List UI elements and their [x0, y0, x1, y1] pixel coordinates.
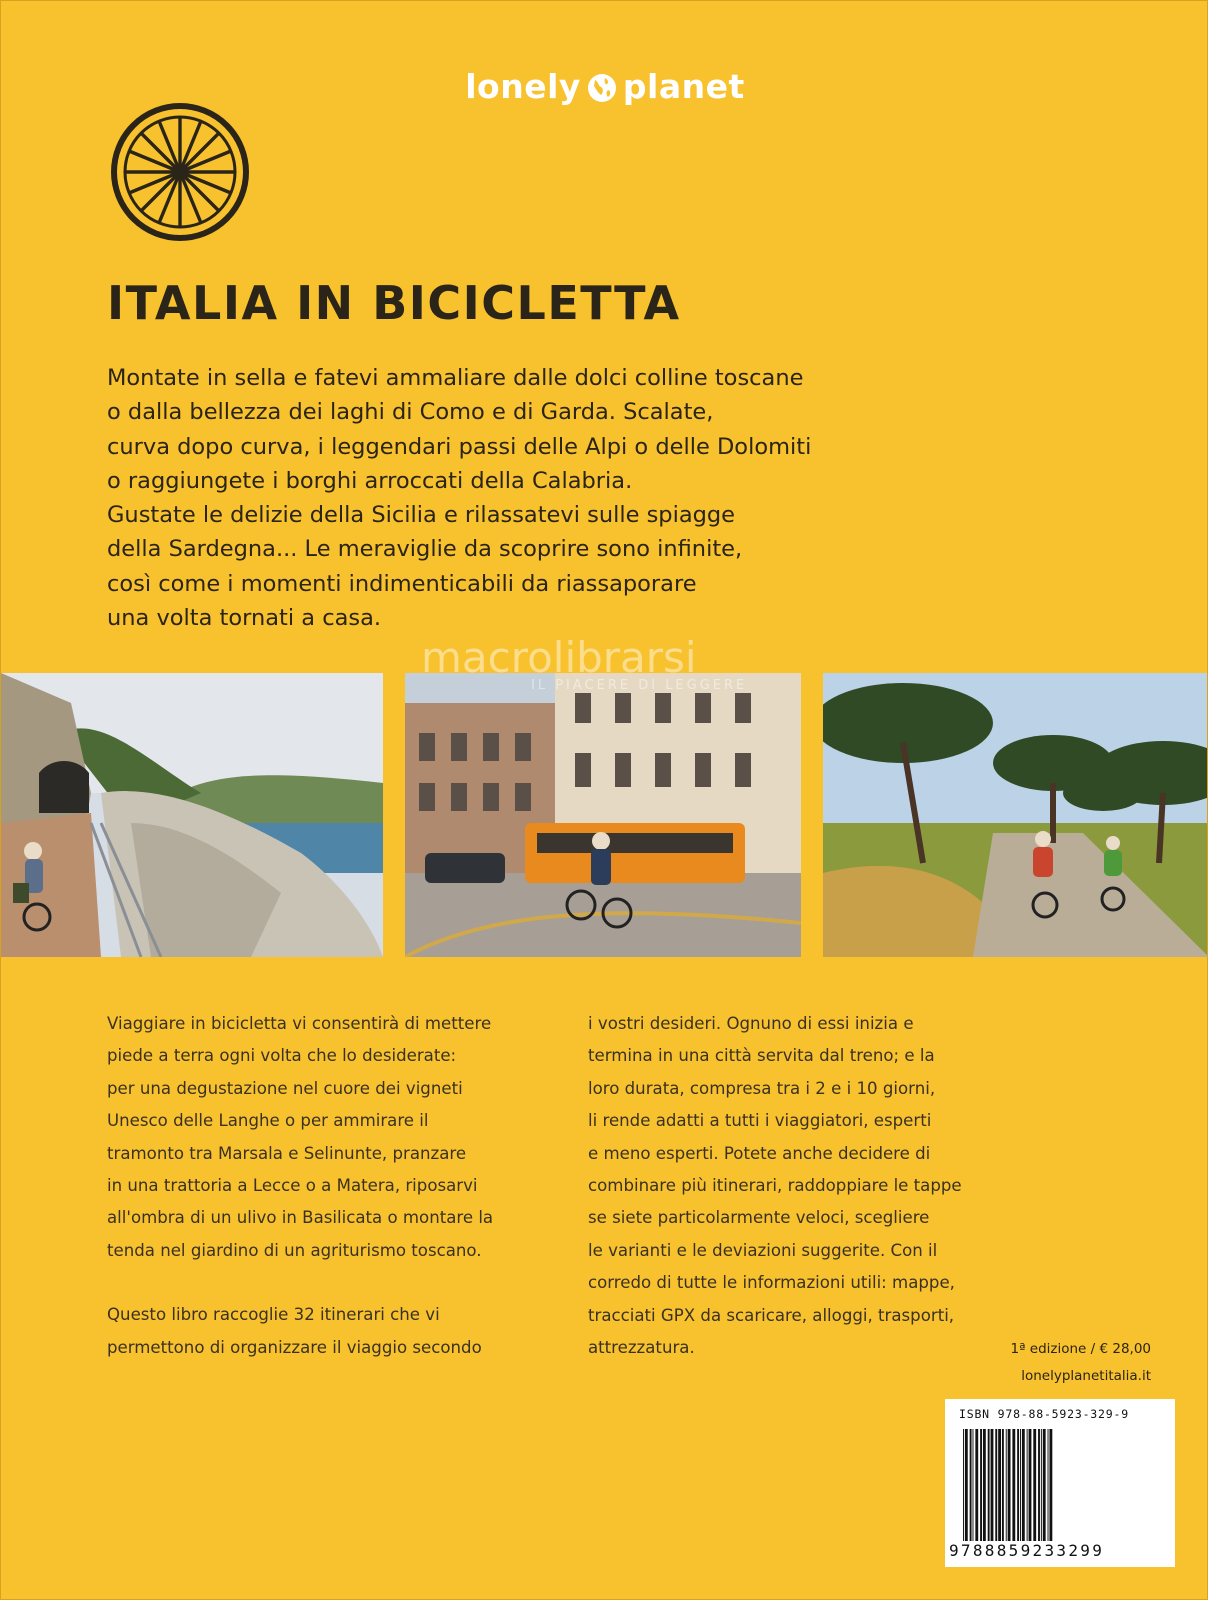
barcode-bar [1043, 1429, 1046, 1541]
body-line: combinare più itinerari, raddoppiare le tappe [588, 1176, 962, 1196]
brand-left: lonely [465, 67, 581, 106]
intro-line: una volta tornati a casa. [107, 605, 382, 632]
barcode-bar [1027, 1429, 1028, 1541]
intro-line: Gustate le delizie della Sicilia e rilassatevi sulle spiagge [107, 502, 736, 529]
body-line: termina in una città servita dal treno; e la [588, 1046, 935, 1066]
right-text-column [588, 1008, 1040, 1364]
body-line: all'ombra di un ulivo in Basilicata o montare la [107, 1208, 494, 1228]
barcode-bar [991, 1429, 994, 1541]
barcode-bar [973, 1429, 974, 1541]
barcode-bar [1008, 1429, 1011, 1541]
barcode-bar [1020, 1429, 1021, 1541]
intro-line: o raggiungete i borghi arroccati della Calabria. [107, 467, 633, 494]
barcode-bar [1022, 1429, 1025, 1541]
barcode-digits: 9788859233299 [949, 1541, 1105, 1560]
barcode-bar [1038, 1429, 1040, 1541]
body-line: tramonto tra Marsala e Selinunte, pranzare [107, 1143, 467, 1163]
body-line: i vostri desideri. Ognuno di essi inizia e [588, 1014, 914, 1033]
left-text-column [107, 1008, 559, 1364]
body-line: Unesco delle Langhe o per ammirare il [107, 1111, 429, 1131]
book-title: ITALIA IN BICICLETTA [107, 276, 681, 330]
edition-info [1011, 1336, 1151, 1390]
intro-paragraph [107, 361, 867, 635]
barcode-bar [963, 1429, 964, 1541]
intro-line: della Sardegna... Le meraviglie da scoprire sono infinite, [107, 536, 743, 563]
isbn-label: ISBN 978-88-5923-329-9 [959, 1407, 1129, 1421]
barcode-bar [980, 1429, 982, 1541]
edition-price: 1ª edizione / € 28,00 [1010, 1341, 1151, 1357]
globe-icon [587, 73, 617, 103]
photo-coastal-path [1, 673, 383, 957]
body-line: se siete particolarmente veloci, scegliere [588, 1208, 930, 1228]
body-line: attrezzatura. [588, 1338, 695, 1358]
barcode-bars [961, 1429, 1161, 1541]
intro-line: così come i momenti indimenticabili da riassaporare [107, 570, 697, 597]
barcode-bar [995, 1429, 997, 1541]
barcode-bar [1006, 1429, 1007, 1541]
body-line: tenda nel giardino di un agriturismo toscano. [107, 1240, 482, 1260]
body-line: le varianti e le deviazioni suggerite. Con il [588, 1240, 938, 1260]
barcode-bar [1017, 1429, 1019, 1541]
body-line: permettono di organizzare il viaggio secondo [107, 1337, 482, 1357]
brand-right: planet [622, 67, 745, 106]
barcode-bar [983, 1429, 986, 1541]
barcode-bar [970, 1429, 972, 1541]
barcode-bar [998, 1429, 1001, 1541]
watermark-main: macrolibrarsi [421, 633, 697, 682]
body-line: per una degustazione nel cuore dei vigneti [107, 1078, 463, 1098]
watermark-sub: IL PIACERE DI LEGGERE [531, 678, 748, 693]
photo-pine-road [823, 673, 1208, 957]
body-line: loro durata, compresa tra i 2 e i 10 giorni, [588, 1078, 936, 1098]
watermark [421, 633, 801, 703]
barcode-bar [1029, 1429, 1032, 1541]
barcode-bar [965, 1429, 968, 1541]
barcode-bar [1049, 1429, 1052, 1541]
barcode-bar [1033, 1429, 1036, 1541]
barcode [945, 1399, 1175, 1567]
barcode-bar [988, 1429, 990, 1541]
body-line: Viaggiare in bicicletta vi consentirà di mettere [107, 1014, 492, 1033]
barcode-bar [975, 1429, 978, 1541]
barcode-bar [1048, 1429, 1049, 1541]
body-line: in una trattoria a Lecce o a Matera, riposarvi [107, 1176, 478, 1196]
body-line: li rende adatti a tutti i viaggiatori, esperti [588, 1111, 932, 1131]
photo-city-tram [405, 673, 801, 957]
intro-line: curva dopo curva, i leggendari passi delle Alpi o delle Dolomiti [107, 433, 812, 460]
body-line: piede a terra ogni volta che lo desiderate: [107, 1046, 457, 1066]
intro-line: Montate in sella e fatevi ammaliare dalle dolci colline toscane [107, 365, 804, 391]
body-line: Questo libro raccoglie 32 itinerari che vi [107, 1305, 440, 1325]
barcode-bar [1002, 1429, 1004, 1541]
bicycle-wheel-icon [109, 101, 251, 243]
barcode-bar [1041, 1429, 1042, 1541]
body-line: corredo di tutte le informazioni utili: mappe, [588, 1273, 955, 1293]
body-line: e meno esperti. Potete anche decidere di [588, 1143, 931, 1163]
barcode-bar [1012, 1429, 1015, 1541]
intro-line: o dalla bellezza dei laghi di Como e di Garda. Scalate, [107, 399, 714, 426]
publisher-website: lonelyplanetitalia.it [1021, 1368, 1151, 1384]
body-line: tracciati GPX da scaricare, alloggi, trasporti, [588, 1305, 955, 1325]
